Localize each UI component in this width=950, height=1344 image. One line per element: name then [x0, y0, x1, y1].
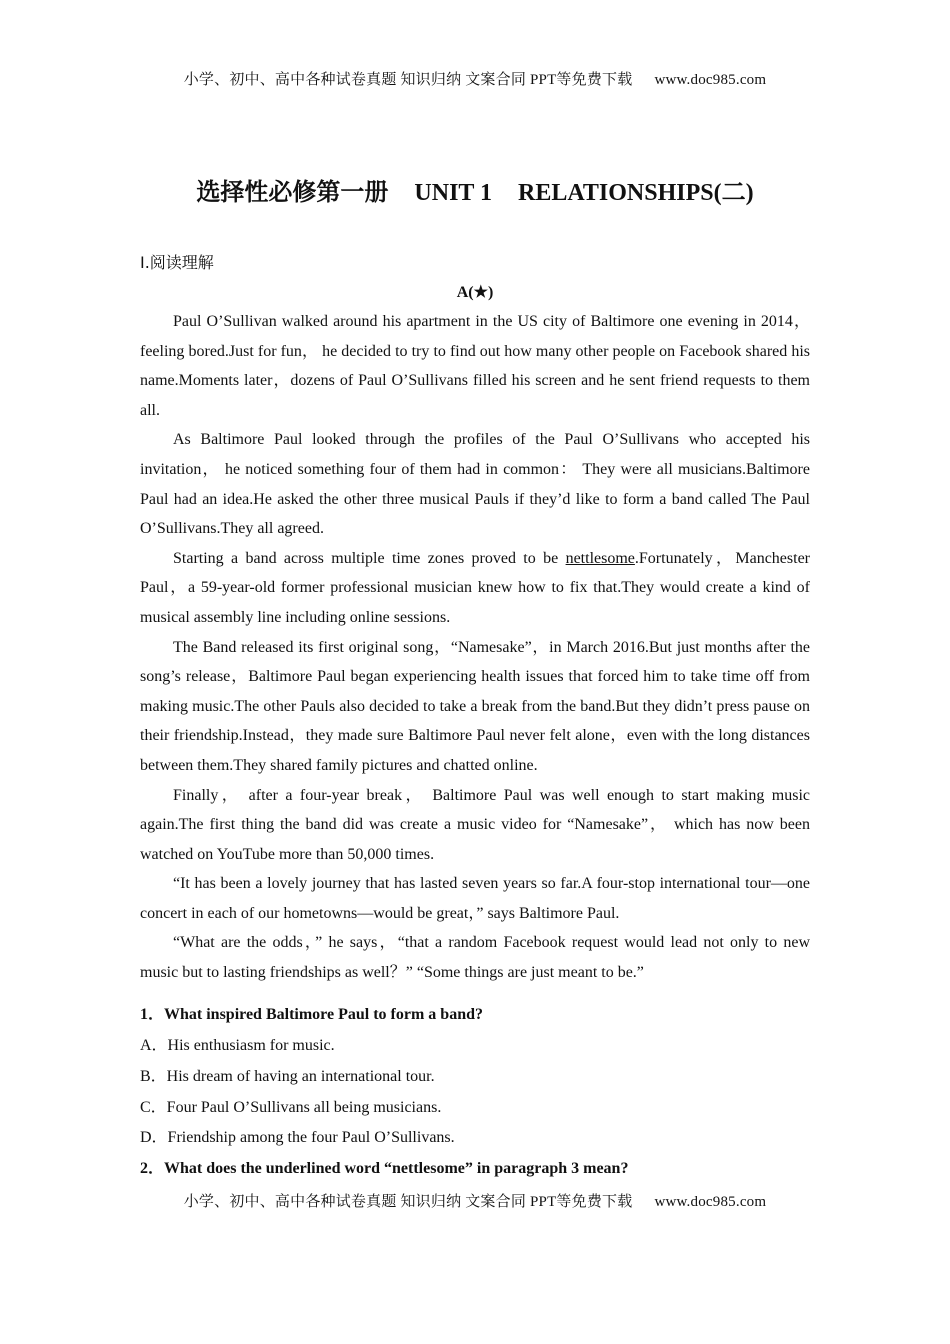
title-part-3: RELATIONSHIPS(二): [517, 180, 754, 206]
underlined-word: nettlesome: [565, 549, 635, 567]
question-2: 2．What does the underlined word “nettlesome” in paragraph 3 mean?: [140, 1160, 629, 1177]
page-header: [0, 68, 950, 89]
question-1: 1．What inspired Baltimore Paul to form a band?: [140, 1006, 483, 1023]
page-title: [0, 172, 950, 207]
paragraph-1: Paul O’Sullivan walked around his apartment in the US city of Baltimore one evening in 2014， feeling bored.Just for fun， he decided to try to find out how many other people on Facebook shared his name.Moments later，dozens of Paul O’Sullivans filled his screen and he sent friend requests to them all.: [140, 313, 810, 419]
paragraph-5: Finally， after a four-year break， Baltimore Paul was well enough to start making music again.The first thing the band did was create a music video for “Namesake”， which has now been watched on YouTube more than 50,000 times.: [140, 786, 810, 863]
question-1-option-d: D．Friendship among the four Paul O’Sullivans.: [140, 1129, 455, 1146]
question-1-option-a: A．His enthusiasm for music.: [140, 1037, 335, 1054]
title-part-1: 选择性必修第一册: [196, 180, 389, 206]
question-1-option-c: C．Four Paul O’Sullivans all being musicians.: [140, 1099, 442, 1116]
paragraph-3: [140, 544, 810, 633]
footer-site: www.doc985.com: [654, 1194, 767, 1210]
passage-label: A(★): [456, 284, 494, 301]
header-site: www.doc985.com: [654, 72, 767, 88]
title-part-2: UNIT 1: [414, 180, 492, 206]
paragraph-2: As Baltimore Paul looked through the profiles of the Paul O’Sullivans who accepted his invitation， he noticed something four of them had in common： They were all musicians.Baltimore Paul had an idea.He asked the other three musical Pauls if they’d like to form a band called The Paul O’Sullivans.They all agreed.: [140, 431, 810, 538]
paragraph-6: “It has been a lovely journey that has lasted seven years so far.A four-stop international tour—one concert in each of our hometowns—would be great，” says Baltimore Paul.: [140, 875, 810, 922]
paragraph-7: “What are the odds，” he says，“that a random Facebook request would lead not only to new music but to lasting friendships as well？” “Some things are just meant to be.”: [140, 934, 810, 982]
section-label: Ⅰ.阅读理解: [140, 253, 214, 272]
question-1-option-b: B．His dream of having an international tour.: [140, 1068, 435, 1085]
footer-text: 小学、初中、高中各种试卷真题 知识归纳 文案合同 PPT等免费下载: [183, 1194, 633, 1210]
paragraph-3-end: .Fortunately，Manchester Paul，a 59-year-old former professional musician knew how to fix that.They would create a kind of musical assembly line including online sessions.: [140, 549, 810, 626]
header-text: 小学、初中、高中各种试卷真题 知识归纳 文案合同 PPT等免费下载: [183, 72, 633, 88]
passage-body: [140, 307, 810, 988]
paragraph-3-start: Starting a band across multiple time zones proved to be: [173, 549, 566, 567]
page-footer: [0, 1190, 950, 1211]
paragraph-4: The Band released its first original song，“Namesake”，in March 2016.But just months after the song’s release，Baltimore Paul began experiencing health issues that forced him to take time off from making music.The other Pauls also decided to take a break from the band.But they didn’t press pause on their friendship.Instead，they made sure Baltimore Paul never felt alone，even with the long distances between them.They shared family pictures and chatted online.: [140, 638, 810, 774]
